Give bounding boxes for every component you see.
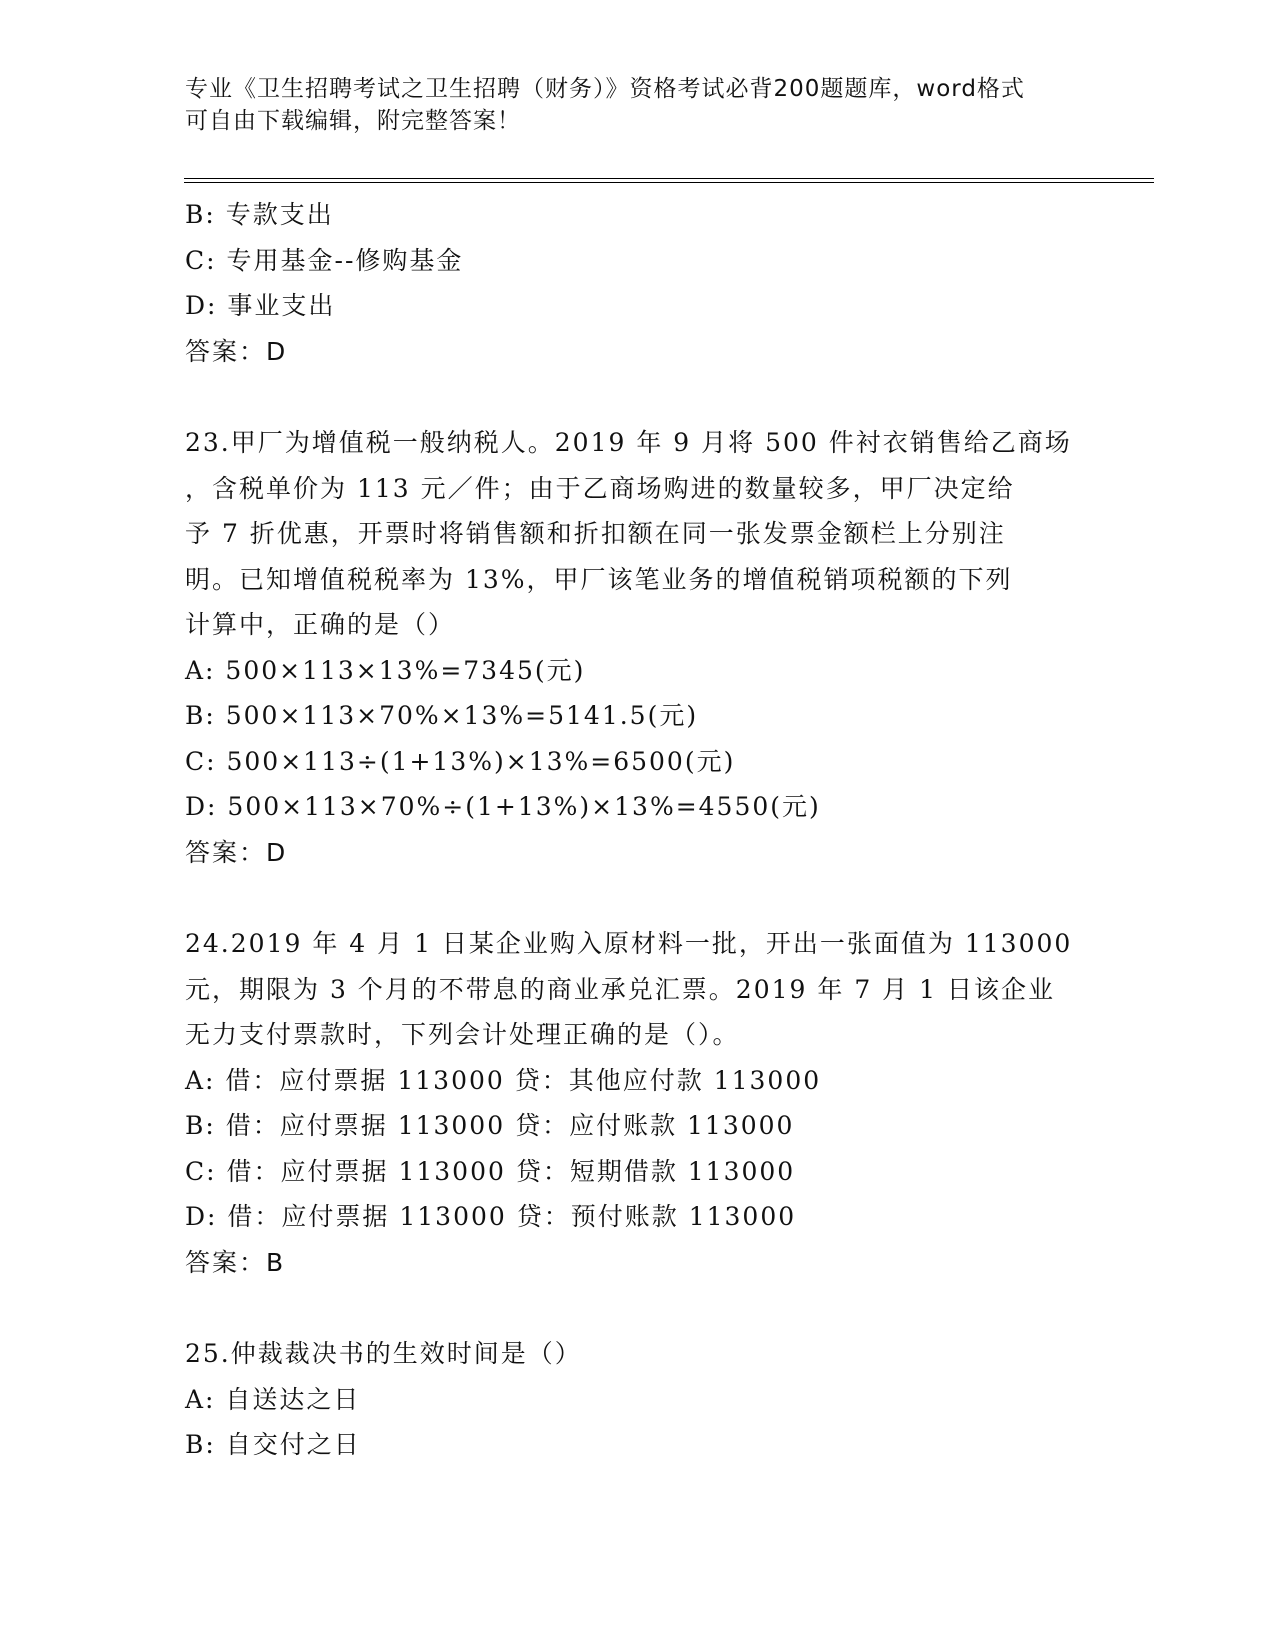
question-stem-line: 25.仲裁裁决书的生效时间是（） (185, 1339, 582, 1368)
option-b: B: 借：应付票据 113000 贷：应付账款 113000 (185, 1111, 795, 1140)
question-25 (185, 1331, 1085, 1468)
option-c: C: 500×113÷(1+13%)×13%=6500(元) (185, 746, 736, 776)
option-b: B: 自交付之日 (185, 1430, 361, 1459)
question-stem-line: 24.2019 年 4 月 1 日某企业购入原材料一批，开出一张面值为 113000 (185, 929, 1073, 958)
question-23 (185, 420, 1085, 875)
question-list (185, 192, 1085, 1468)
spacer (185, 374, 1085, 420)
answer-line: 答案：D (185, 336, 288, 366)
option-a: A: 500×113×13%=7345(元) (185, 655, 586, 685)
option-c: C: 借：应付票据 113000 贷：短期借款 113000 (185, 1156, 796, 1186)
header-divider-bottom (184, 182, 1154, 183)
header-divider-top (184, 178, 1154, 179)
question-24 (185, 921, 1085, 1285)
header-title-line-2: 可自由下载编辑，附完整答案！ (185, 108, 521, 134)
option-a: A: 借：应付票据 113000 贷：其他应付款 113000 (185, 1065, 822, 1095)
header-title-line-1: 专业《卫生招聘考试之卫生招聘（财务）》资格考试必背200题题库，word格式 (185, 76, 1025, 102)
question-stem-line: 予 7 折优惠，开票时将销售额和折扣额在同一张发票金额栏上分别注 (185, 519, 1006, 548)
answer-line: 答案：B (185, 1247, 286, 1277)
answer-line: 答案：D (185, 837, 288, 867)
question-stem-line: 无力支付票款时，下列会计处理正确的是（）。 (185, 1020, 740, 1049)
document-header (185, 73, 1065, 137)
spacer (185, 875, 1085, 921)
option-b: B: 专款支出 (185, 200, 334, 229)
spacer (185, 1285, 1085, 1331)
option-a: A: 自送达之日 (185, 1384, 361, 1414)
question-stem-line: 23.甲厂为增值税一般纳税人。2019 年 9 月将 500 件衬衣销售给乙商场 (185, 428, 1072, 457)
option-b: B: 500×113×70%×13%=5141.5(元) (185, 701, 699, 730)
option-d: D: 借：应付票据 113000 贷：预付账款 113000 (185, 1202, 797, 1231)
question-stem-line: 元，期限为 3 个月的不带息的商业承兑汇票。2019 年 7 月 1 日该企业 (185, 974, 1055, 1004)
question-stem-line: 明。已知增值税税率为 13%，甲厂该笔业务的增值税销项税额的下列 (185, 564, 1013, 594)
question-22-tail (185, 192, 1085, 374)
option-d: D: 事业支出 (185, 291, 336, 320)
question-stem-line: 计算中，正确的是（） (185, 610, 456, 639)
option-d: D: 500×113×70%÷(1+13%)×13%=4550(元) (185, 792, 821, 821)
option-c: C: 专用基金--修购基金 (185, 245, 464, 275)
question-stem-line: ，含税单价为 113 元／件；由于乙商场购进的数量较多，甲厂决定给 (185, 473, 1015, 503)
